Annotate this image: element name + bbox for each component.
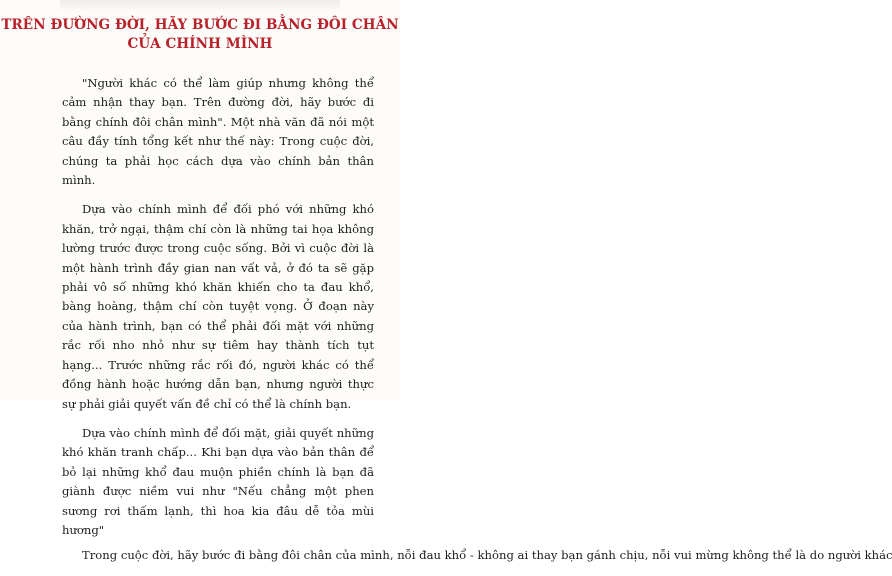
paragraph-2: Dựa vào chính mình để đối phó với những khó khăn, trở ngại, thậm chí còn là những tai họa không lường trước được trong cuộc sống. Bởi vì cuộc đời là một hành trình đầy gian nan vất vả, ở đó ta sẽ gặp phải vô số những khó khăn khiến cho ta đau khổ, bàng hoàng, thậm chí còn tuyệt vọng. Ở đoạn này của hành trình, bạn có thể phải đối mặt với những rắc rối nho nhỏ như sự tiêm hay thành tích tụt hạng... Trước những rắc rối đó, người khác có thể đồng hành hoặc hướng dẫn bạn, nhưng người thực sự phải giải quyết vấn đề chỉ có thể là chính bạn. xyxy=(62,202,374,411)
page-title xyxy=(0,16,400,54)
page-top-shadow xyxy=(60,0,340,12)
body-text xyxy=(62,74,892,576)
paragraph-1: "Người khác có thể làm giúp nhưng không thể cảm nhận thay bạn. Trên đường đời, hãy bước đi bằng chính đôi chân mình". Một nhà văn đã nói một câu đầy tính tổng kết như thế này: Trong cuộc đời, chúng ta phải học cách dựa vào chính bản thân mình. xyxy=(62,76,374,188)
title-line-2: CỦA CHÍNH MÌNH xyxy=(127,36,273,52)
paragraph-3: Dựa vào chính mình để đối mặt, giải quyết những khó khăn tranh chấp... Khi bạn dựa vào bản thân để bỏ lại những khổ đau muộn phiền chính là bạn đã giành được niềm vui như "Nếu chẳng một phen sương rơi thấm lạnh, thì hoa kia đâu dễ tỏa mùi hương" xyxy=(62,425,374,537)
title-line-1: TRÊN ĐƯỜNG ĐỜI, HÃY BƯỚC ĐI BẰNG ĐÔI CHÂN xyxy=(1,17,399,33)
paragraph-4: Trong cuộc đời, hãy bước đi bằng đôi chân của mình, nỗi đau khổ - không ai thay bạn gánh chịu, nỗi vui mừng không thể là do người khác xyxy=(82,548,892,563)
